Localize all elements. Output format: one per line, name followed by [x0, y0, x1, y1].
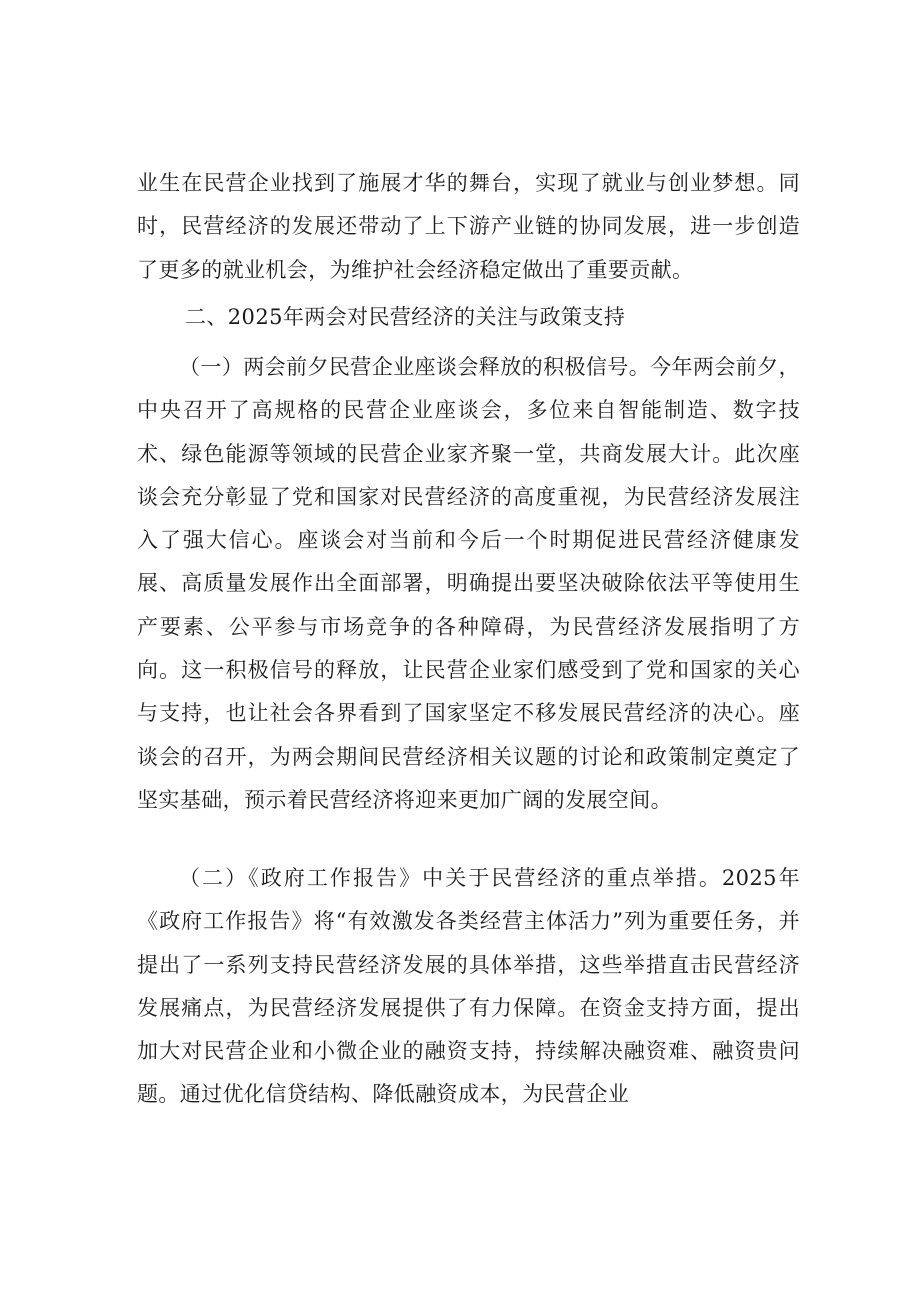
- section-heading: [185, 296, 800, 339]
- paragraph-1: [137, 346, 800, 822]
- paragraph-text: （二）《政府工作报告》中关于民营经济的重点举措。2025年《政府工作报告》将“有效激发各类经营主体活力”列为重要任务，并提出了一系列支持民营经济发展的具体举措，这些举措直击民营经济发展痛点，为民营经济发展提供了有力保障。在资金支持方面，提出加大对民营企业和小微企业的融资支持，持续解决融资难、融资贵问题。通过优化信贷结构、降低融资成本，为民营企业: [137, 866, 800, 1107]
- paragraph-text: （一）两会前夕民营企业座谈会释放的积极信号。今年两会前夕，中央召开了高规格的民营企业座谈会，多位来自智能制造、数字技术、绿色能源等领域的民营企业家齐聚一堂，共商发展大计。此次座谈会充分彰显了党和国家对民营经济的高度重视，为民营经济发展注入了强大信心。座谈会对当前和今后一个时期促进民营经济健康发展、高质量发展作出全面部署，明确提出要坚决破除依法平等使用生产要素、公平参与市场竞争的各种障碍，为民营经济发展指明了方向。这一积极信号的释放，让民营企业家们感受到了党和国家的关心与支持，也让社会各界看到了国家坚定不移发展民营经济的决心。座谈会的召开，为两会期间民营经济相关议题的讨论和政策制定奠定了坚实基础，预示着民营经济将迎来更加广阔的发展空间。: [137, 355, 800, 812]
- section-heading-text: 二、2025年两会对民营经济的关注与政策支持: [185, 305, 626, 329]
- paragraph-text: 业生在民营企业找到了施展才华的舞台，实现了就业与创业梦想。同时，民营经济的发展还带动了上下游产业链的协同发展，进一步创造了更多的就业机会，为维护社会经济稳定做出了重要贡献。: [137, 171, 800, 282]
- paragraph-continued: [137, 162, 800, 292]
- paragraph-2: [137, 857, 800, 1117]
